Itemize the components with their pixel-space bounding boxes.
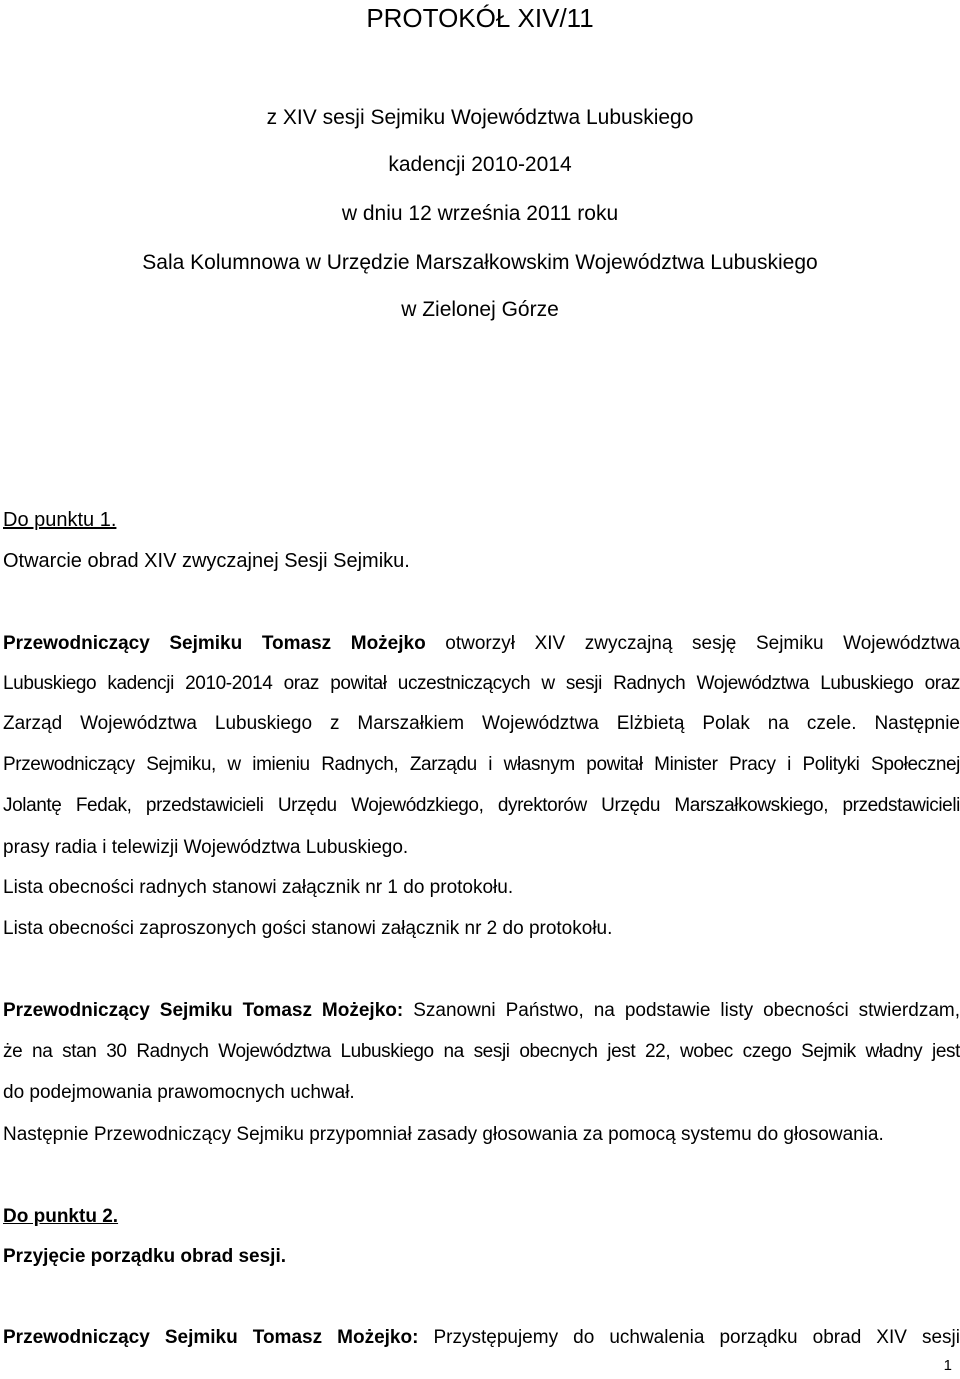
header-line-session: z XIV sesji Sejmiku Województwa Lubuskiego: [266, 106, 694, 129]
section1-paragraph2-line2: że na stan 30 Radnych Województwa Lubuskiego na sesji obecnych jest 22, wobec czego Sejmik władny jest: [3, 1041, 960, 1062]
section1-paragraph1-line1: [3, 632, 960, 656]
section2-subheading: Przyjęcie porządku obrad sesji.: [3, 1246, 286, 1267]
header-line-city: w Zielonej Górze: [401, 298, 559, 321]
section1-paragraph1-line6: prasy radia i telewizji Województwa Lubuskiego.: [3, 837, 409, 858]
section1-paragraph1-line2: Lubuskiego kadencji 2010-2014 oraz powitał uczestniczących w sesji Radnych Województwa Lubuskiego oraz: [3, 673, 960, 694]
attendance-guests: Lista obecności zaproszonych gości stanowi załącznik nr 2 do protokołu.: [3, 918, 613, 939]
section1-paragraph1-line4: Przewodniczący Sejmiku, w imieniu Radnych, Zarządu i własnym powitał Minister Pracy i Polityki Społecznej: [3, 754, 960, 775]
section2-heading: Do punktu 2.: [3, 1206, 119, 1227]
section1-paragraph2-line1: [3, 999, 960, 1023]
section1-heading: Do punktu 1.: [3, 509, 117, 531]
attendance-councillors: Lista obecności radnych stanowi załącznik nr 1 do protokołu.: [3, 877, 514, 898]
header-line-term: kadencji 2010-2014: [388, 153, 572, 176]
page-number: 1: [943, 1357, 952, 1374]
paragraph-text: otworzył XIV zwyczajną sesję Sejmiku Województwa: [445, 633, 960, 654]
section1-paragraph2-line3: do podejmowania prawomocnych uchwał.: [3, 1082, 355, 1103]
paragraph-text: Szanowni Państwo, na podstawie listy obecności stwierdzam,: [413, 1000, 960, 1021]
section1-paragraph1-line5: Jolantę Fedak, przedstawicieli Urzędu Wojewódzkiego, dyrektorów Urzędu Marszałkowskiego, przedstawicieli: [3, 795, 960, 816]
section2-paragraph1-line1: [3, 1326, 960, 1350]
paragraph-text: Przystępujemy do uchwalenia porządku obrad XIV sesji: [433, 1327, 960, 1348]
speaker-name: Przewodniczący Sejmiku Tomasz Możejko:: [3, 1000, 404, 1021]
section1-subheading: Otwarcie obrad XIV zwyczajnej Sesji Sejmiku.: [3, 550, 410, 572]
document-title: PROTOKÓŁ XIV/11: [366, 3, 594, 33]
header-line-date: w dniu 12 września 2011 roku: [341, 202, 619, 225]
header-line-venue: Sala Kolumnowa w Urzędzie Marszałkowskim Województwa Lubuskiego: [142, 251, 818, 274]
speaker-name: Przewodniczący Sejmiku Tomasz Możejko:: [3, 1327, 419, 1348]
speaker-name: Przewodniczący Sejmiku Tomasz Możejko: [3, 633, 426, 654]
section1-paragraph3: Następnie Przewodniczący Sejmiku przypomniał zasady głosowania za pomocą systemu do głosowania.: [3, 1124, 884, 1145]
section1-paragraph1-line3: Zarząd Województwa Lubuskiego z Marszałkiem Województwa Elżbietą Polak na czele. Następnie: [3, 713, 960, 734]
